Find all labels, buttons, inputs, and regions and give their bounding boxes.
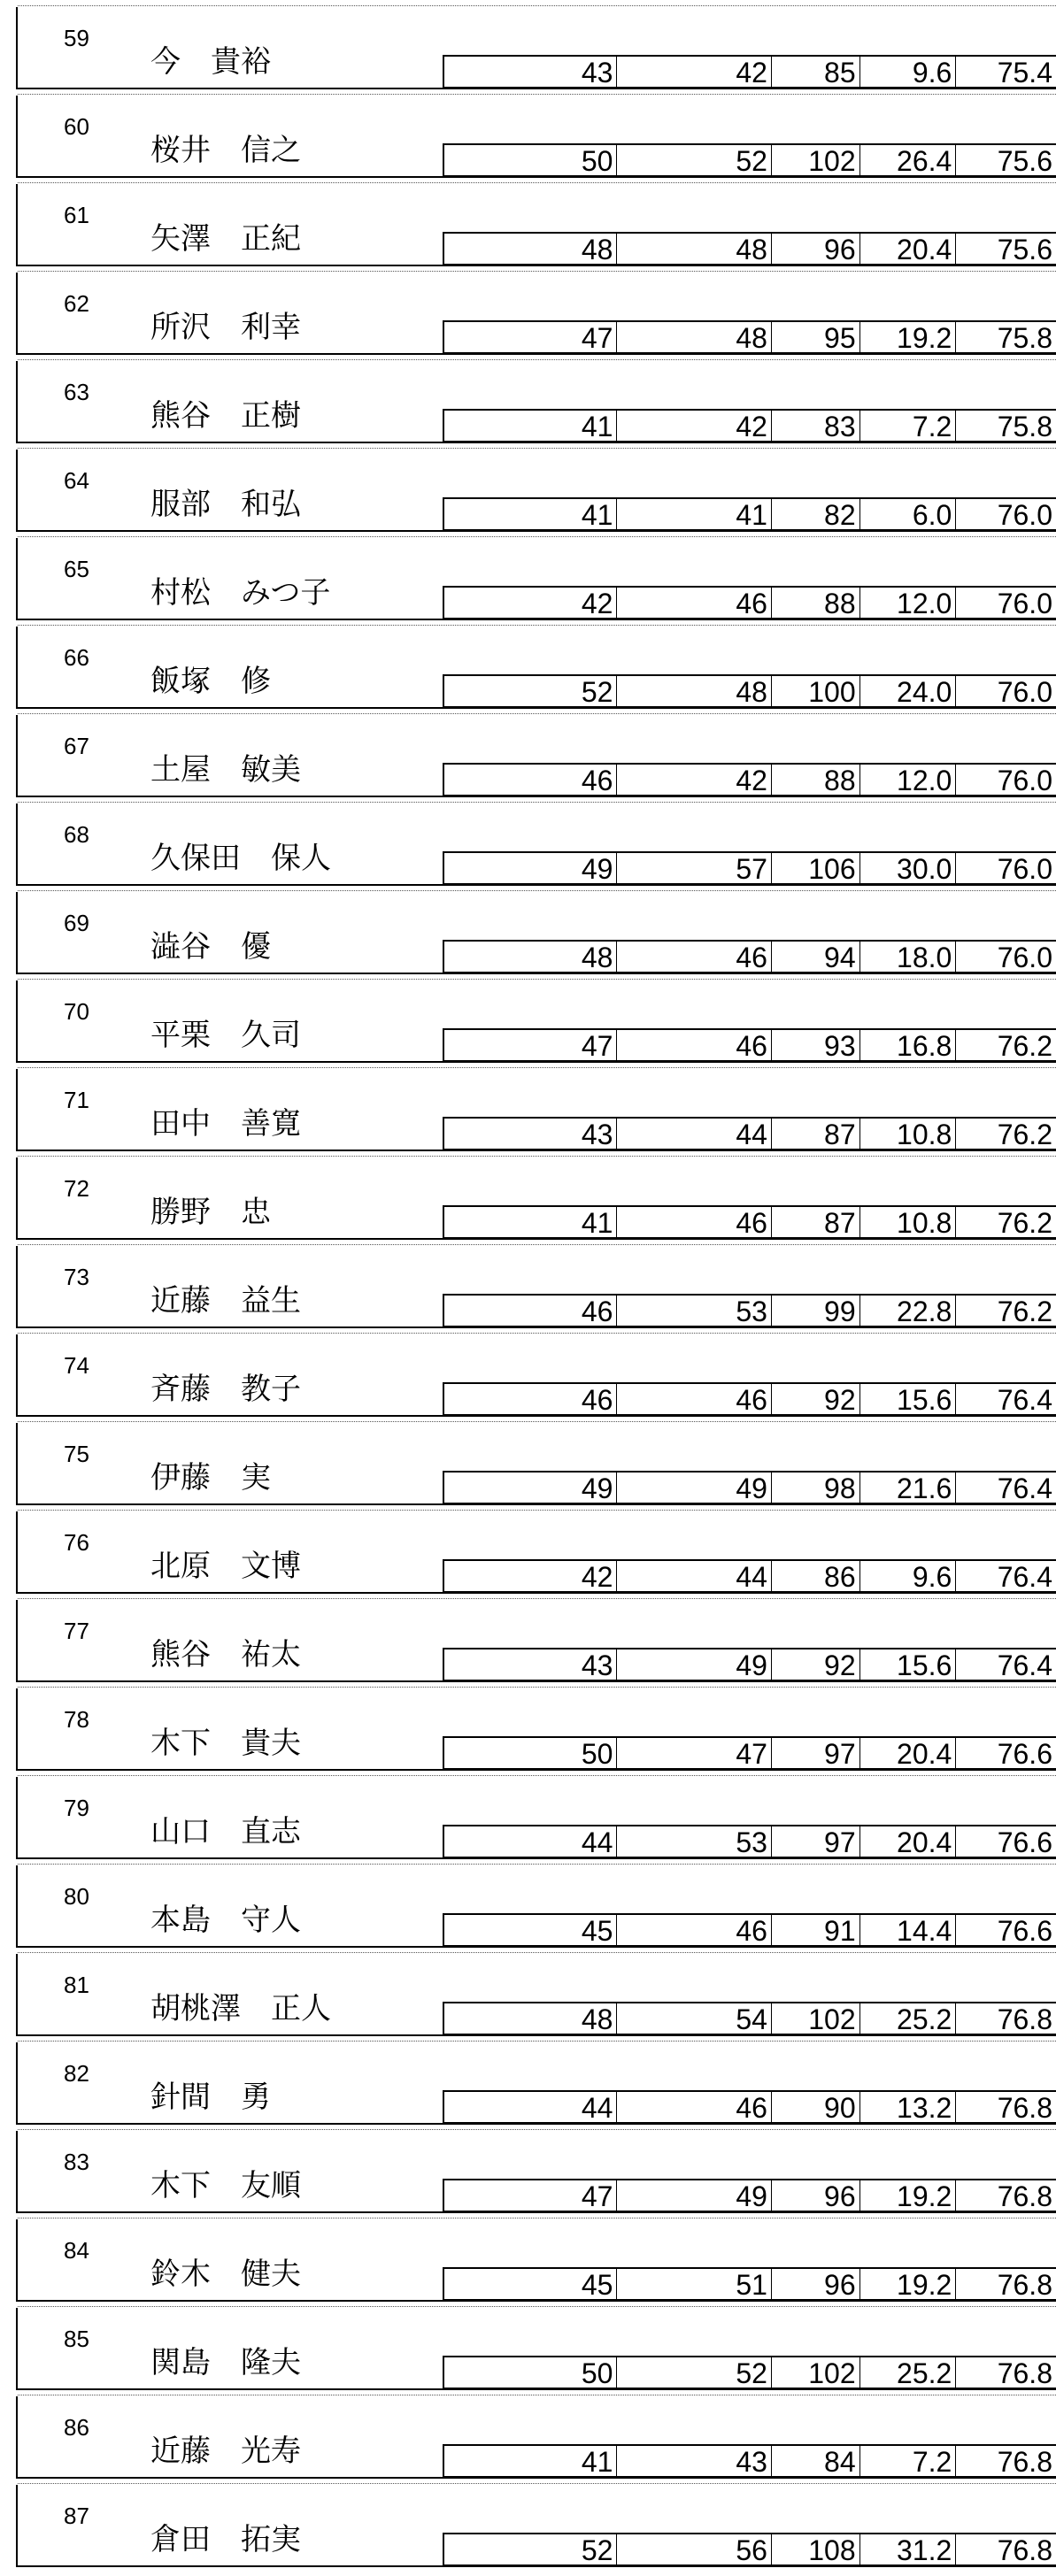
score-handicap: 19.2 — [860, 2180, 957, 2211]
rank-number: 86 — [64, 2414, 89, 2441]
table-row — [16, 1777, 1056, 1859]
score-total: 99 — [772, 1296, 860, 1326]
score-second-half: 48 — [617, 322, 771, 352]
table-row — [16, 980, 1056, 1063]
rank-number: 61 — [64, 202, 89, 228]
score-first-half: 41 — [444, 2446, 617, 2476]
score-net: 76.4 — [997, 1649, 1052, 1681]
score-second-half: 52 — [617, 145, 771, 175]
score-first-half: 49 — [444, 1473, 617, 1503]
score-second-half: 48 — [617, 676, 771, 706]
player-name: 田中 善寛 — [150, 1107, 301, 1141]
score-cells — [443, 232, 1056, 265]
rank-number: 82 — [64, 2060, 89, 2087]
score-net: 76.2 — [997, 1207, 1052, 1239]
score-first-half: 52 — [444, 2534, 617, 2564]
rank-number: 81 — [64, 1972, 89, 1998]
score-first-half: 41 — [444, 499, 617, 529]
score-first-half: 46 — [444, 765, 617, 795]
score-cells — [443, 1382, 1056, 1416]
rank-number: 80 — [64, 1883, 89, 1910]
table-row — [16, 2219, 1056, 2302]
score-net: 75.8 — [997, 411, 1052, 442]
score-first-half: 46 — [444, 1296, 617, 1326]
score-cells — [443, 2444, 1056, 2478]
score-first-half: 42 — [444, 588, 617, 618]
rank-number: 87 — [64, 2503, 89, 2529]
score-cells — [443, 1471, 1056, 1504]
score-second-half: 54 — [617, 2003, 771, 2034]
rank-number: 60 — [64, 113, 89, 140]
score-net: 76.4 — [997, 1561, 1052, 1593]
player-name: 久保田 保人 — [150, 842, 331, 875]
table-row — [16, 804, 1056, 886]
rank-number: 59 — [64, 25, 89, 51]
score-total: 83 — [772, 411, 860, 441]
score-cells — [443, 940, 1056, 973]
score-first-half: 47 — [444, 1030, 617, 1060]
score-first-half: 48 — [444, 942, 617, 972]
score-handicap: 20.4 — [860, 1738, 957, 1768]
score-first-half: 42 — [444, 1561, 617, 1591]
score-first-half: 45 — [444, 1915, 617, 1945]
score-second-half: 48 — [617, 234, 771, 264]
player-name: 鈴木 健夫 — [150, 2257, 301, 2291]
player-name: 近藤 光寿 — [150, 2434, 301, 2468]
score-second-half: 57 — [617, 853, 771, 883]
rank-number: 66 — [64, 644, 89, 671]
score-net: 76.0 — [997, 499, 1052, 531]
score-total: 91 — [772, 1915, 860, 1945]
score-total: 84 — [772, 2446, 860, 2476]
score-net: 76.8 — [997, 2357, 1052, 2389]
player-name: 平栗 久司 — [150, 1019, 301, 1052]
score-cells — [443, 1294, 1056, 1327]
player-name: 勝野 忠 — [150, 1196, 271, 1229]
table-row — [16, 1600, 1056, 1682]
table-row — [16, 1511, 1056, 1594]
rank-number: 77 — [64, 1618, 89, 1644]
score-cells — [443, 1559, 1056, 1593]
score-second-half: 43 — [617, 2446, 771, 2476]
player-name: 村松 みつ子 — [150, 576, 331, 610]
score-net: 76.8 — [997, 2269, 1052, 2301]
score-second-half: 56 — [617, 2534, 771, 2564]
score-cells — [443, 320, 1056, 354]
score-second-half: 46 — [617, 2092, 771, 2122]
score-first-half: 45 — [444, 2269, 617, 2299]
score-second-half: 49 — [617, 2180, 771, 2211]
player-name: 本島 守人 — [150, 1903, 301, 1937]
rank-number: 76 — [64, 1529, 89, 1556]
score-total: 98 — [772, 1473, 860, 1503]
rank-number: 75 — [64, 1441, 89, 1467]
player-name: 北原 文博 — [150, 1549, 301, 1583]
score-cells — [443, 2179, 1056, 2212]
score-net: 76.8 — [997, 2180, 1052, 2212]
score-net: 76.8 — [997, 2003, 1052, 2035]
score-handicap: 7.2 — [860, 411, 957, 441]
score-cells — [443, 851, 1056, 885]
score-net: 76.0 — [997, 676, 1052, 708]
score-total: 96 — [772, 2269, 860, 2299]
score-total: 102 — [772, 2357, 860, 2388]
player-name: 木下 友順 — [150, 2169, 301, 2203]
score-cells — [443, 1913, 1056, 1947]
score-second-half: 46 — [617, 1207, 771, 1237]
score-total: 92 — [772, 1384, 860, 1414]
score-cells — [443, 2090, 1056, 2124]
table-row — [16, 7, 1056, 89]
table-row — [16, 2485, 1056, 2567]
table-row — [16, 892, 1056, 974]
score-handicap: 30.0 — [860, 853, 957, 883]
score-handicap: 19.2 — [860, 322, 957, 352]
score-total: 86 — [772, 1561, 860, 1591]
score-total: 102 — [772, 145, 860, 175]
player-name: 熊谷 祐太 — [150, 1638, 301, 1672]
player-name: 関島 隆夫 — [150, 2346, 301, 2380]
score-net: 76.6 — [997, 1826, 1052, 1858]
table-row — [16, 2396, 1056, 2479]
score-cells — [443, 1117, 1056, 1150]
score-cells — [443, 1736, 1056, 1770]
table-row — [16, 1688, 1056, 1771]
score-handicap: 20.4 — [860, 1826, 957, 1857]
score-first-half: 41 — [444, 411, 617, 441]
score-first-half: 49 — [444, 853, 617, 883]
score-second-half: 46 — [617, 942, 771, 972]
score-second-half: 46 — [617, 1384, 771, 1414]
score-total: 82 — [772, 499, 860, 529]
score-cells — [443, 763, 1056, 796]
rank-number: 69 — [64, 910, 89, 936]
player-name: 胡桃澤 正人 — [150, 1992, 331, 2026]
player-name: 木下 貴夫 — [150, 1726, 301, 1760]
score-net: 76.6 — [997, 1915, 1052, 1947]
score-second-half: 46 — [617, 588, 771, 618]
score-handicap: 12.0 — [860, 588, 957, 618]
score-cells — [443, 1028, 1056, 1062]
table-row — [16, 627, 1056, 709]
score-cells — [443, 2002, 1056, 2035]
player-name: 澁谷 優 — [150, 930, 271, 964]
score-first-half: 52 — [444, 676, 617, 706]
score-net: 76.0 — [997, 942, 1052, 973]
score-cells — [443, 409, 1056, 442]
score-handicap: 31.2 — [860, 2534, 957, 2564]
rank-number: 62 — [64, 290, 89, 317]
score-first-half: 44 — [444, 2092, 617, 2122]
score-handicap: 9.6 — [860, 57, 957, 87]
player-name: 服部 和弘 — [150, 488, 301, 521]
score-cells — [443, 497, 1056, 531]
rank-number: 84 — [64, 2237, 89, 2264]
score-cells — [443, 2533, 1056, 2566]
score-handicap: 16.8 — [860, 1030, 957, 1060]
score-total: 90 — [772, 2092, 860, 2122]
score-handicap: 21.6 — [860, 1473, 957, 1503]
score-second-half: 42 — [617, 57, 771, 87]
score-total: 106 — [772, 853, 860, 883]
score-second-half: 42 — [617, 765, 771, 795]
score-second-half: 46 — [617, 1030, 771, 1060]
score-second-half: 41 — [617, 499, 771, 529]
score-first-half: 47 — [444, 2180, 617, 2211]
table-row — [16, 450, 1056, 532]
score-second-half: 53 — [617, 1826, 771, 1857]
player-name: 倉田 拓実 — [150, 2523, 301, 2557]
score-total: 92 — [772, 1649, 860, 1680]
score-handicap: 15.6 — [860, 1384, 957, 1414]
score-cells — [443, 2356, 1056, 2389]
score-second-half: 47 — [617, 1738, 771, 1768]
score-second-half: 52 — [617, 2357, 771, 2388]
score-cells — [443, 586, 1056, 619]
score-handicap: 14.4 — [860, 1915, 957, 1945]
score-net: 76.2 — [997, 1030, 1052, 1062]
score-handicap: 13.2 — [860, 2092, 957, 2122]
player-name: 桜井 信之 — [150, 134, 301, 167]
rank-number: 74 — [64, 1352, 89, 1379]
rank-number: 70 — [64, 998, 89, 1025]
rank-number: 67 — [64, 733, 89, 759]
score-net: 76.8 — [997, 2534, 1052, 2566]
score-first-half: 43 — [444, 1649, 617, 1680]
score-total: 85 — [772, 57, 860, 87]
table-row — [16, 1246, 1056, 1328]
table-row — [16, 1865, 1056, 1948]
score-net: 75.6 — [997, 234, 1052, 265]
score-cells — [443, 674, 1056, 708]
rank-number: 65 — [64, 556, 89, 582]
score-first-half: 47 — [444, 322, 617, 352]
score-second-half: 44 — [617, 1119, 771, 1149]
rank-number: 71 — [64, 1087, 89, 1113]
score-second-half: 46 — [617, 1915, 771, 1945]
score-net: 76.2 — [997, 1119, 1052, 1150]
rank-number: 85 — [64, 2326, 89, 2352]
score-handicap: 10.8 — [860, 1119, 957, 1149]
score-first-half: 48 — [444, 234, 617, 264]
table-row — [16, 361, 1056, 443]
score-second-half: 53 — [617, 1296, 771, 1326]
score-cells — [443, 1205, 1056, 1239]
table-row — [16, 2042, 1056, 2125]
table-row — [16, 2131, 1056, 2213]
player-name: 山口 直志 — [150, 1815, 301, 1849]
score-total: 102 — [772, 2003, 860, 2034]
table-row — [16, 273, 1056, 355]
player-name: 針間 勇 — [150, 2080, 271, 2114]
table-row — [16, 1069, 1056, 1151]
score-net: 76.0 — [997, 853, 1052, 885]
score-handicap: 24.0 — [860, 676, 957, 706]
score-total: 88 — [772, 588, 860, 618]
score-total: 100 — [772, 676, 860, 706]
rank-number: 68 — [64, 821, 89, 848]
score-total: 95 — [772, 322, 860, 352]
score-first-half: 43 — [444, 1119, 617, 1149]
score-first-half: 50 — [444, 1738, 617, 1768]
player-name: 近藤 益生 — [150, 1284, 301, 1318]
player-name: 熊谷 正樹 — [150, 399, 301, 433]
score-total: 97 — [772, 1738, 860, 1768]
score-handicap: 19.2 — [860, 2269, 957, 2299]
table-row — [16, 96, 1056, 178]
score-handicap: 18.0 — [860, 942, 957, 972]
rank-number: 64 — [64, 467, 89, 494]
score-first-half: 50 — [444, 145, 617, 175]
score-second-half: 49 — [617, 1473, 771, 1503]
table-row — [16, 1334, 1056, 1417]
rank-number: 63 — [64, 379, 89, 405]
score-net: 76.8 — [997, 2092, 1052, 2124]
score-net: 75.6 — [997, 145, 1052, 177]
score-net: 76.4 — [997, 1384, 1052, 1416]
score-total: 97 — [772, 1826, 860, 1857]
score-handicap: 10.8 — [860, 1207, 957, 1237]
table-row — [16, 538, 1056, 620]
score-cells — [443, 1648, 1056, 1681]
rank-number: 83 — [64, 2149, 89, 2175]
table-row — [16, 1423, 1056, 1505]
table-row — [16, 1157, 1056, 1240]
score-total: 108 — [772, 2534, 860, 2564]
score-total: 96 — [772, 234, 860, 264]
score-cells — [443, 1825, 1056, 1858]
score-handicap: 25.2 — [860, 2357, 957, 2388]
score-handicap: 6.0 — [860, 499, 957, 529]
score-second-half: 42 — [617, 411, 771, 441]
player-name: 斉藤 教子 — [150, 1373, 301, 1406]
score-cells — [443, 143, 1056, 177]
score-cells — [443, 55, 1056, 88]
score-handicap: 26.4 — [860, 145, 957, 175]
player-name: 今 貴裕 — [150, 45, 271, 79]
score-total: 94 — [772, 942, 860, 972]
rank-number: 79 — [64, 1795, 89, 1821]
player-name: 所沢 利幸 — [150, 311, 301, 344]
score-cells — [443, 2267, 1056, 2301]
score-handicap: 15.6 — [860, 1649, 957, 1680]
player-name: 伊藤 実 — [150, 1461, 271, 1495]
rank-number: 72 — [64, 1175, 89, 1202]
score-net: 76.6 — [997, 1738, 1052, 1770]
player-name: 土屋 敏美 — [150, 753, 301, 787]
player-name: 飯塚 修 — [150, 665, 271, 698]
table-row — [16, 715, 1056, 797]
score-net: 75.8 — [997, 322, 1052, 354]
score-net: 76.0 — [997, 588, 1052, 619]
score-total: 87 — [772, 1119, 860, 1149]
score-first-half: 44 — [444, 1826, 617, 1857]
score-second-half: 51 — [617, 2269, 771, 2299]
table-row — [16, 2308, 1056, 2390]
rank-number: 73 — [64, 1264, 89, 1290]
score-handicap: 12.0 — [860, 765, 957, 795]
score-handicap: 20.4 — [860, 234, 957, 264]
score-first-half: 41 — [444, 1207, 617, 1237]
player-name: 矢澤 正紀 — [150, 222, 301, 256]
score-net: 75.4 — [997, 57, 1052, 88]
score-first-half: 48 — [444, 2003, 617, 2034]
score-first-half: 50 — [444, 2357, 617, 2388]
score-handicap: 25.2 — [860, 2003, 957, 2034]
score-second-half: 49 — [617, 1649, 771, 1680]
score-total: 87 — [772, 1207, 860, 1237]
score-net: 76.4 — [997, 1473, 1052, 1504]
score-net: 76.0 — [997, 765, 1052, 796]
rank-number: 78 — [64, 1706, 89, 1733]
score-second-half: 44 — [617, 1561, 771, 1591]
score-handicap: 7.2 — [860, 2446, 957, 2476]
score-net: 76.2 — [997, 1296, 1052, 1327]
score-total: 93 — [772, 1030, 860, 1060]
score-first-half: 43 — [444, 57, 617, 87]
score-net: 76.8 — [997, 2446, 1052, 2478]
score-total: 88 — [772, 765, 860, 795]
score-handicap: 22.8 — [860, 1296, 957, 1326]
score-first-half: 46 — [444, 1384, 617, 1414]
table-row — [16, 1954, 1056, 2036]
table-row — [16, 184, 1056, 266]
score-handicap: 9.6 — [860, 1561, 957, 1591]
score-total: 96 — [772, 2180, 860, 2211]
